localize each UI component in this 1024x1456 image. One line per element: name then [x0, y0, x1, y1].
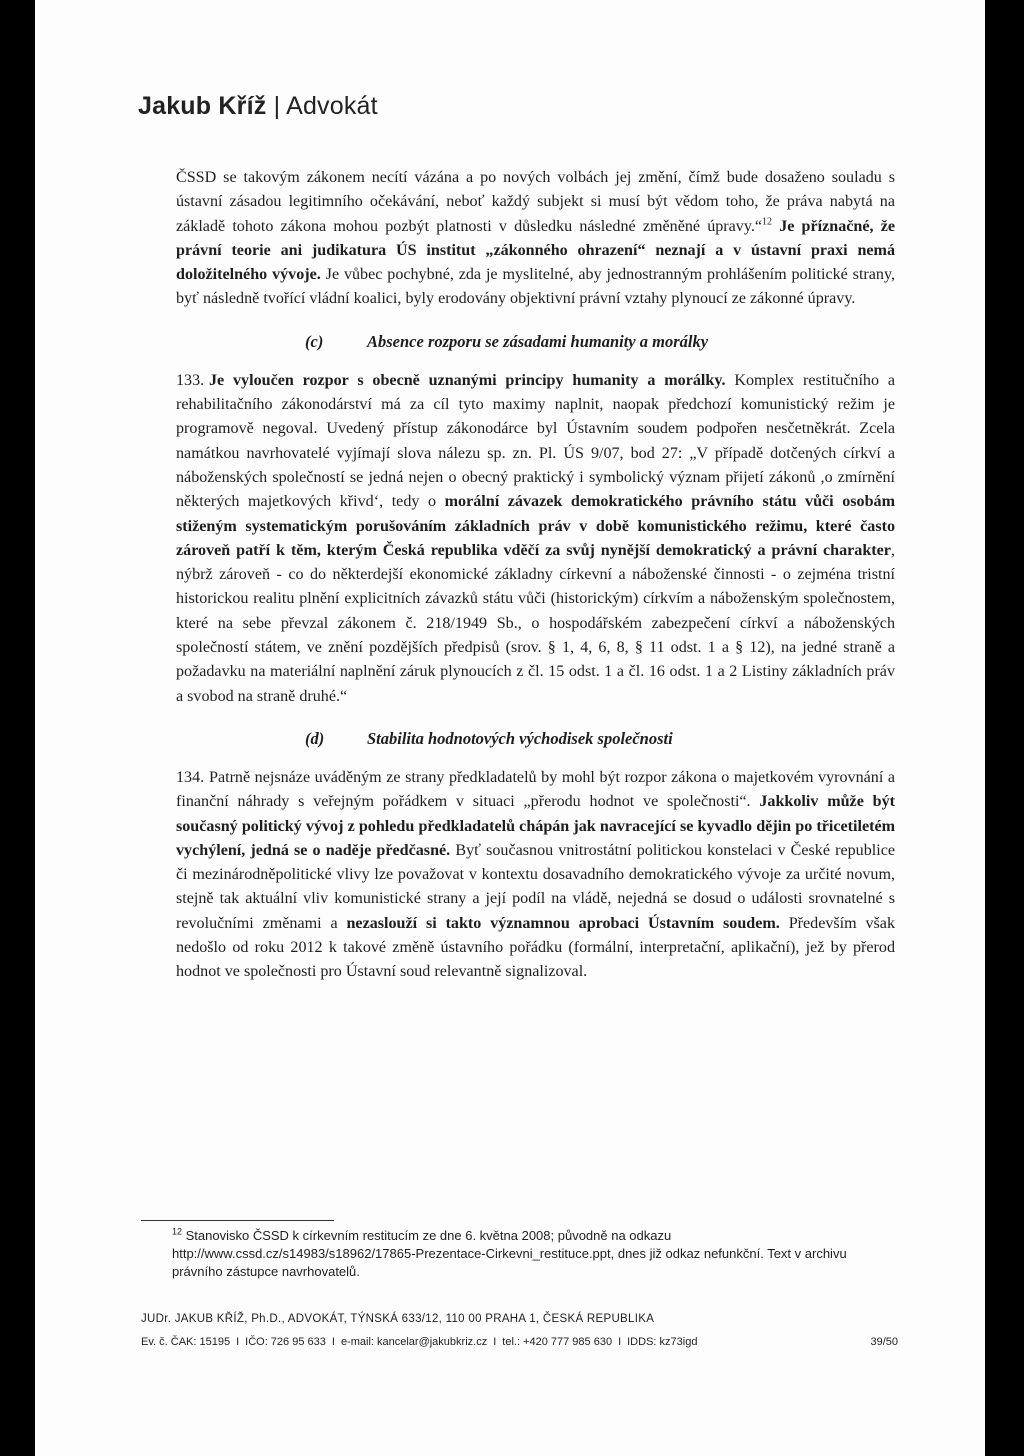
p134-text-2: Byť současnou vnitrostátní politickou konstelaci v České republice či mezinárodněpolitické vlivy lze považovat v kontextu dosavadního demokratického vývoje za určité novum, stejně tak aktuální vliv komunistické strany a její podíl na vládě, nejedná se dosud o události srovnatelné s revolučními změnami a [176, 841, 896, 932]
footer-contacts [141, 1336, 898, 1348]
p133-text-1: Komplex restitučního a rehabilitačního zákonodárství má za cíl tyto maximy naplnit, naopak předchozí komunistický režim je programově negoval. Uvedený přístup zákonodárce byl Ústavním soudem podpořen nesčetněkrát. Zcela namátkou navrhovatelé vyjímají slova nálezu sp. zn. Pl. ÚS 9/07, bod 27: „V případě dotčených církví a náboženských společností se jedná nejen o obecný praktický i symbolický význam přijetí zákonů ,o zmírnění některých majetkových křivd‘, tedy o [176, 371, 895, 511]
intro-text-2: Je vůbec pochybné, zda je myslitelné, aby jednostranným prohlášením politické strany, byť následně tvořící vládní koalici, byly erodovány objektivní právní vztahy plynoucí ze zákonné úpravy. [176, 266, 895, 308]
footer-ico: IČO: 726 95 633 [245, 1336, 326, 1348]
p133-bold-1: Je vyloučen rozpor s obecně uznanými principy humanity a morálky. [209, 371, 726, 389]
paragraph-134 [176, 766, 895, 985]
paragraph-number: 133. [176, 371, 205, 389]
document-body [176, 166, 895, 985]
page-header [138, 92, 378, 121]
paragraph-number: 134. [176, 768, 205, 786]
p134-text-1: Patrně nejsnáze uváděným ze strany předkladatelů by mohl být rozpor zákona o majetkovém vyrovnání a finanční náhrady s veřejným pořádkem v situaci „přerodu hodnot ve společnosti“. [176, 768, 895, 811]
intro-text-1: ČSSD se takovým zákonem necítí vázána a po nových volbách jej změní, čímž bude dosaženo souladu s ústavní zásadou legitimního očekávání, neboť každý subjekt si musí být vědom toho, že práva nabytá na základě tohoto zákona mohou pozbýt platnosti v důsledku následné změněné úpravy.“ [176, 169, 895, 235]
paragraph-intro [176, 166, 895, 312]
section-c-letter: (c) [305, 331, 324, 351]
footnote-divider [141, 1220, 334, 1221]
section-d-title: Stabilita hodnotových východisek společnosti [367, 728, 673, 748]
section-c-title: Absence rozporu se zásadami humanity a morálky [367, 331, 709, 351]
p134-bold-1: Jakkoliv může být současný politický vývoj z pohledu předkladatelů chápán jak navracející se kyvadlo dějin po třicetiletém vychýlení, jedná se o naděje předčasné. [176, 793, 895, 859]
footer-sep: I [618, 1336, 622, 1348]
section-heading-d [176, 729, 895, 749]
footer-idds: IDDS: kz73igd [627, 1336, 698, 1348]
page-number: 39/50 [870, 1336, 898, 1348]
footer-tel[interactable]: tel.: +420 777 985 630 [502, 1336, 613, 1348]
footer-sep: I [493, 1336, 497, 1348]
footnote-text: Stanovisko ČSSD k církevním restitucím ze dne 6. května 2008; původně na odkazu http://www.cssd.cz/s14983/s18962/17865-Prezentace-Cirkevni_restituce.ppt, dnes již odkaz nefunkční. Text v archivu právního zástupce navrhovatelů. [172, 1228, 847, 1279]
header-name: Jakub Kříž [138, 92, 267, 120]
footnote [172, 1227, 892, 1281]
footer-sep: I [331, 1336, 335, 1348]
p134-bold-2: nezaslouží si takto významnou aprobaci Ústavním soudem. [346, 914, 780, 932]
document-page [35, 0, 985, 1456]
footnote-number: 12 [172, 1226, 183, 1237]
p133-text-2: , nýbrž zároveň - co do některdejší ekonomické základny církevní a náboženské činnosti - o zejména tristní historickou realitu plnění explicitních závazků státu vůči (historickým) církvím a náboženským společnostem, které na sebe převzal zákonem č. 218/1949 Sb., o hospodářském zabezpečení církví a náboženských společností státem, ve znění pozdějších předpisů (srov. § 1, 4, 6, 8, § 11 odst. 1 a § 12), na jedné straně a požadavku na materiální naplnění záruk plynoucích z čl. 15 odst. 1 a čl. 16 odst. 1 a 2 Listiny základních práv a svobod na straně druhé.“ [176, 541, 895, 705]
paragraph-133 [176, 369, 895, 709]
p133-bold-2: morální závazek demokratického právního státu vůči osobám stiženým systematickým porušováním základních práv v době komunistického režimu, které často zároveň patří k těm, kterým Česká republika vděčí za svůj nynější demokratický a právní charakter [176, 493, 895, 559]
footer-address: JUDr. JAKUB KŘÍŽ, Ph.D., ADVOKÁT, TÝNSKÁ 633/12, 110 00 PRAHA 1, ČESKÁ REPUBLIKA [141, 1313, 655, 1325]
footer-contact-line [141, 1336, 697, 1348]
p134-text-3: Především však nedošlo od roku 2012 k takové změně ústavního pořádku (formální, interpretační, aplikační), jež by přerod hodnot ve společnosti pro Ústavní soud relevantně signalizoval. [176, 914, 895, 981]
header-separator: | [273, 92, 281, 120]
header-role: Advokát [286, 92, 378, 120]
section-d-letter: (d) [305, 728, 325, 748]
footer-email[interactable]: e-mail: kancelar@jakubkriz.cz [340, 1336, 488, 1348]
footnote-ref[interactable]: 12 [762, 216, 773, 228]
section-heading-c [176, 332, 895, 352]
footer-ev: Ev. č. ČAK: 15195 [141, 1336, 231, 1348]
intro-bold-1: Je příznačné, že právní teorie ani judikatura ÚS institut „zákonného ohrazení“ neznají a v ústavní praxi nemá doložitelného vývoje. [176, 217, 895, 284]
footer-sep: I [236, 1336, 240, 1348]
